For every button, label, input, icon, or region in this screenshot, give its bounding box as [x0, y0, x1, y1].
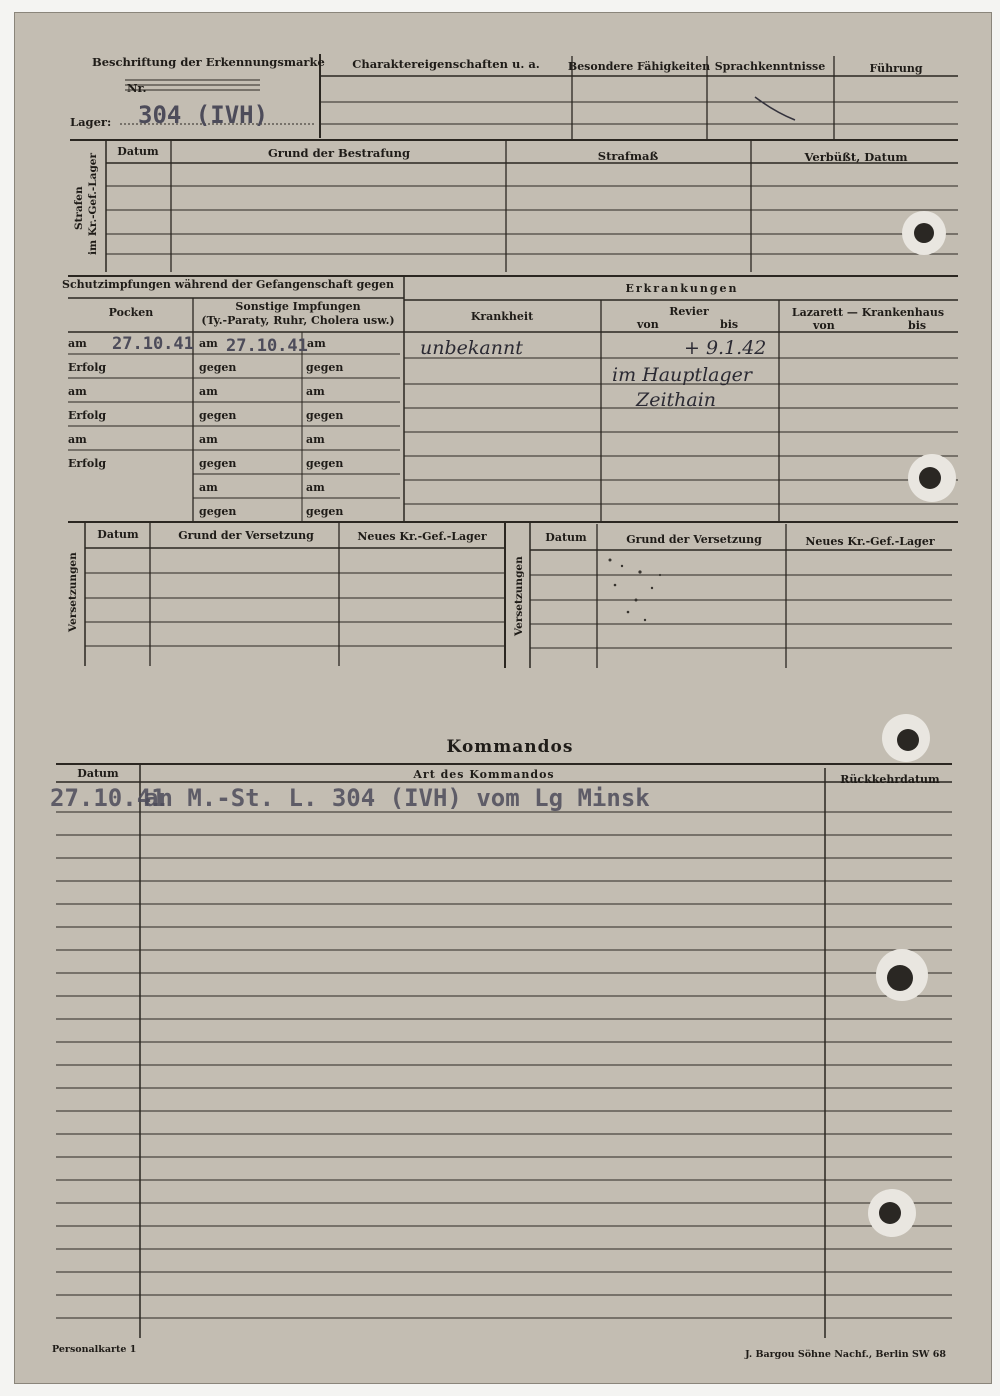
col-sonstige-2: (Ty.-Paraty, Ruhr, Cholera usw.) [201, 314, 395, 327]
footer-right: J. Bargou Söhne Nachf., Berlin SW 68 [745, 1349, 946, 1360]
sonstige-gegen-label: gegen [199, 457, 237, 470]
kommandos-col-rueckkehr: Rückkehrdatum [840, 773, 940, 786]
sonstige-am-label: am [306, 481, 325, 494]
pocken-erfolg-label: Erfolg [68, 409, 107, 422]
kommandos-col-datum: Datum [77, 767, 119, 780]
lazarett-von: von [813, 319, 835, 332]
lazarett-bis: bis [908, 319, 927, 332]
strafen-side-label-1: Strafen [73, 186, 85, 230]
vers1-col-neues: Neues Kr.-Gef.-Lager [357, 530, 487, 543]
sonstige-am-label: am [306, 385, 325, 398]
sonstige-am-label: am [199, 385, 218, 398]
sonstige-am-label: am [307, 337, 326, 350]
vers1-col-grund: Grund der Versetzung [178, 529, 314, 542]
col-revier: Revier [669, 305, 709, 318]
erkrankungen-heading: Erkrankungen [625, 282, 739, 295]
vers2-col-datum: Datum [545, 531, 587, 544]
sonstige-gegen-label: gegen [199, 505, 237, 518]
strafen-col-grund: Grund der Bestrafung [267, 146, 411, 160]
tag-heading: Beschriftung der Erkennungsmarke [92, 55, 325, 69]
sonstige-am-label: am [199, 433, 218, 446]
vers2-col-neues: Neues Kr.-Gef.-Lager [805, 535, 935, 548]
pocken-am-label: am [68, 337, 87, 350]
pocken-am-label: am [68, 385, 87, 398]
revier-bis: bis [720, 318, 739, 331]
pocken-erfolg-label: Erfolg [68, 361, 107, 374]
pocken-date-stamp: 27.10.41 [112, 334, 194, 354]
revier-von: von [637, 318, 659, 331]
sonstige-am-label: am [306, 433, 325, 446]
lager-value-stamp: 304 (IVH) [138, 101, 269, 129]
pocken-erfolg-label: Erfolg [68, 457, 107, 470]
strafen-col-datum: Datum [117, 145, 159, 158]
strafen-side-label-2: im Kr.-Gef.-Lager [87, 152, 99, 255]
note-line-2-handwritten: Zeithain [636, 389, 717, 411]
sonstige-am-label: am [199, 481, 218, 494]
footer-left: Personalkarte 1 [52, 1344, 137, 1355]
strafen-col-verbuesst: Verbüßt, Datum [804, 150, 908, 164]
col-sonstige-1: Sonstige Impfungen [235, 300, 361, 313]
sonstige-gegen-label: gegen [306, 361, 344, 374]
vers1-col-datum: Datum [97, 528, 139, 541]
krankheit-handwritten: unbekannt [420, 337, 523, 359]
col-lazarett: Lazarett — Krankenhaus [791, 306, 945, 319]
impfungen-heading: Schutzimpfungen während der Gefangenschaft gegen [62, 278, 394, 291]
revier-bis-handwritten: + 9.1.42 [684, 337, 767, 359]
sonstige-gegen-label: gegen [199, 409, 237, 422]
sonstige-date-stamp: 27.10.41 [226, 336, 308, 356]
sprach-heading: Sprachkenntnisse [714, 60, 826, 73]
nr-label: Nr. [127, 81, 147, 95]
fuehrung-heading: Führung [869, 62, 923, 75]
vers1-side-label: Versetzungen [67, 552, 79, 632]
kommandos-title: Kommandos [446, 737, 574, 757]
strafen-col-strafmass: Strafmaß [597, 149, 659, 163]
lager-label: Lager: [70, 115, 112, 129]
bullet-holes [868, 211, 956, 1237]
char-heading: Charaktereigenschaften u. a. [352, 57, 540, 71]
sonstige-gegen-label: gegen [306, 409, 344, 422]
kommando-entry-text-stamp: an M.-St. L. 304 (IVH) vom Lg Minsk [144, 784, 650, 812]
sonstige-am-label: am [199, 337, 218, 350]
sonstige-gegen-label: gegen [199, 361, 237, 374]
sonstige-gegen-label: gegen [306, 505, 344, 518]
pen-stroke-mark [755, 97, 795, 120]
note-line-1-handwritten: im Hauptlager [612, 364, 752, 386]
kommandos-col-art: Art des Kommandos [413, 768, 555, 781]
col-krankheit: Krankheit [470, 310, 534, 323]
kommando-entry-date-stamp: 27.10.41 [50, 784, 166, 812]
pocken-am-label: am [68, 433, 87, 446]
sonstige-gegen-label: gegen [306, 457, 344, 470]
ink-smudge [609, 559, 662, 622]
vers2-side-label: Versetzungen [513, 556, 525, 636]
col-pocken: Pocken [108, 306, 154, 319]
vers2-col-grund: Grund der Versetzung [626, 533, 762, 546]
faehig-heading: Besondere Fähigkeiten [567, 60, 711, 73]
